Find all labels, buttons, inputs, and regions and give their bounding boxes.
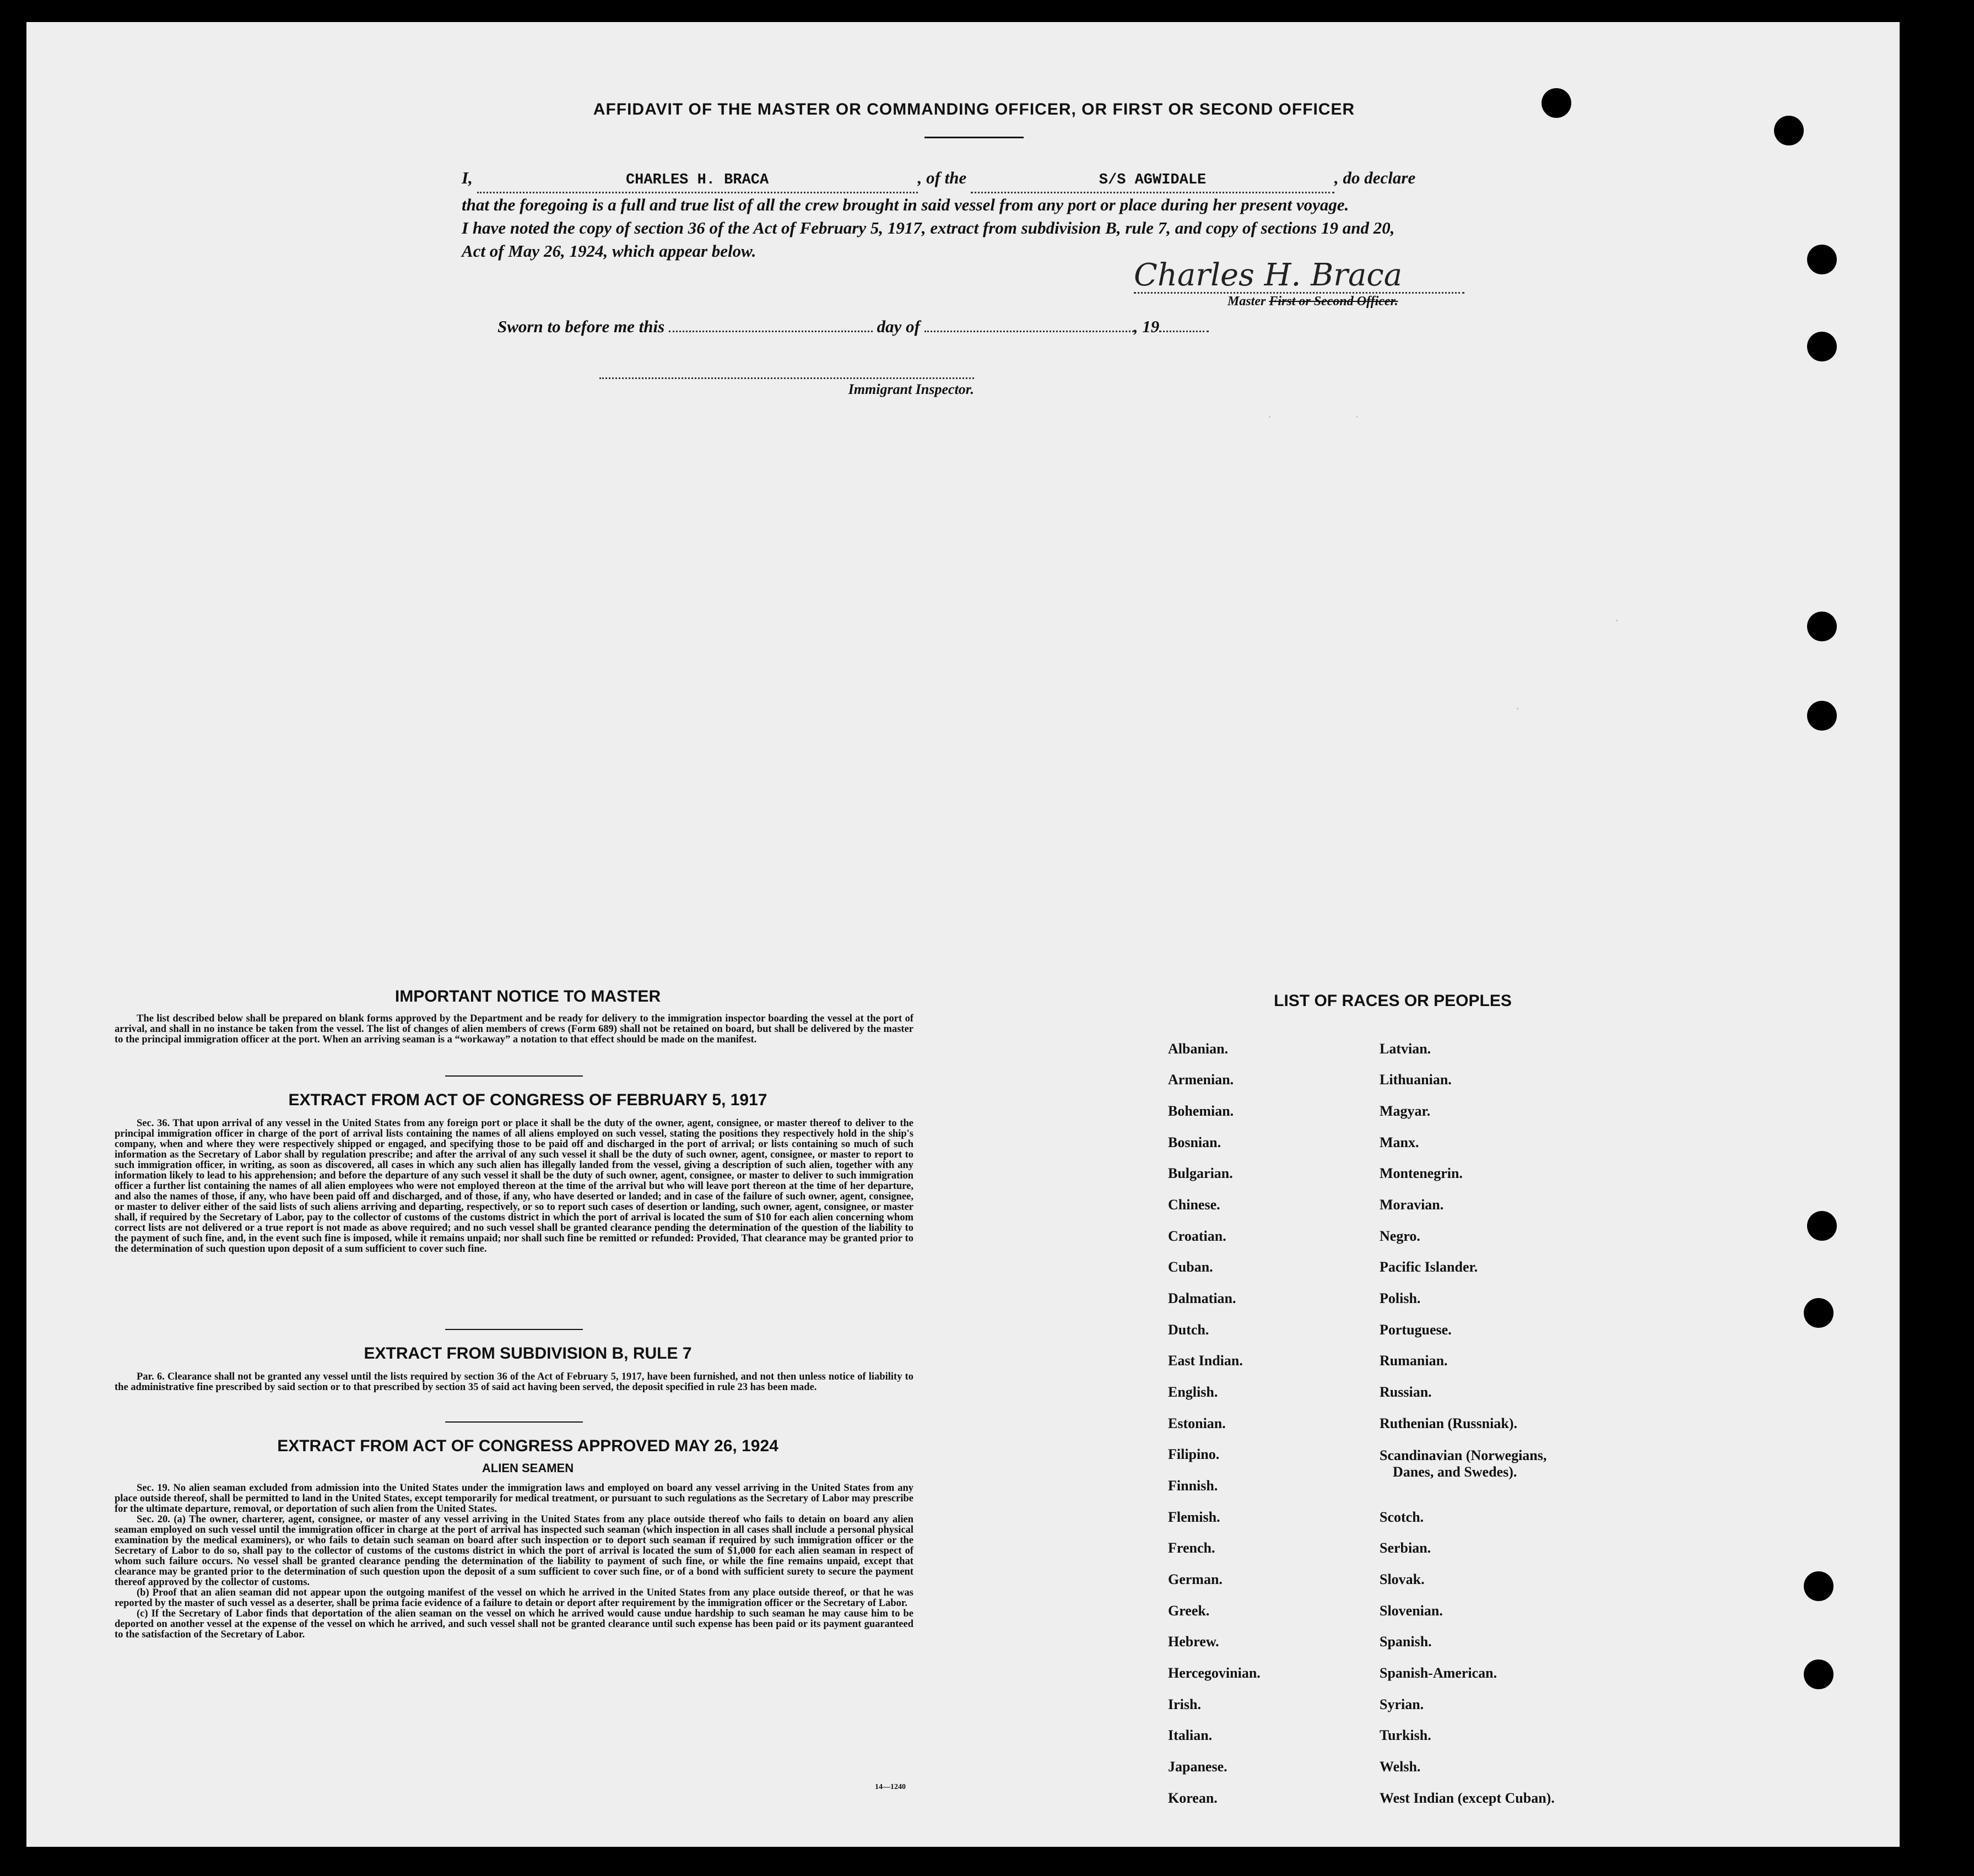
races-title: LIST OF RACES OR PEOPLES: [1274, 992, 1512, 1010]
race-item: French.: [1168, 1540, 1215, 1556]
race-item: East Indian.: [1168, 1353, 1243, 1369]
race-item: Japanese.: [1168, 1759, 1227, 1775]
rule-7-title: EXTRACT FROM SUBDIVISION B, RULE 7: [364, 1344, 692, 1363]
act-1924-sec20c: (c) If the Secretary of Labor finds that deportation of the alien seaman on the vessel on which he arrived would cause undue hardship to such seaman he may cause him to be deported on another vessel at the expense of the vessel on which he arrived, and such vessel shall not be granted clearance until such expense has been paid or its payment guaranteed to the satisfaction of the Secretary of Labor.: [115, 1608, 913, 1640]
race-item: Italian.: [1168, 1727, 1213, 1743]
race-item: Manx.: [1380, 1134, 1419, 1150]
signature-caption-master: Master: [1227, 294, 1266, 309]
race-item: Bohemian.: [1168, 1103, 1234, 1119]
affidavit-line-4: Act of May 26, 1924, which appear below.: [462, 241, 756, 261]
vessel-name-field[interactable]: S/S AGWIDALE: [971, 169, 1334, 193]
race-item: Polish.: [1380, 1290, 1421, 1306]
punch-hole: [1804, 1571, 1834, 1601]
act-1917-sec36: Sec. 36. That upon arrival of any vessel in the United States from any foreign port or place it shall be the duty of the owner, agent, consignee, or master thereof to deliver to the principal immigration officer in charge of the port of arrival lists containing the names of all aliens employed on such vessel, stating the positions they respectively hold in the ship's company, when and where they were respectively shipped or engaged, and specifying those to be paid off and discharged in the port of arrival; or lists containing so much of such information as the Secretary of Labor shall by regulation prescribe; and after the arrival of any such vessel it shall be the duty of such owner, agent, consignee, or master to report to such immigration officer, in writing, as soon as discovered, all cases in which any such alien has illegally landed from the vessel, giving a description of such alien, together with any information likely to lead to his apprehension; and before the departure of any such vessel it shall be the duty of such owner, agent, consignee, or master to deliver to such immigration officer a further list containing the names of all alien employees who were not employed thereon at the time of the arrival but who will leave port thereon at the time of her departure, and also the names of those, if any, who have been paid off and discharged, and of those, if any, who have deserted or landed; and in case of the failure of such owner, agent, consignee, or master to deliver either of the said lists of such aliens arriving and departing, respectively, or so to report such cases of desertion or landing, such owner, agent, consignee, or master shall, if required by the Secretary of Labor, pay to the collector of customs of the customs district in which the port of arrival is located the sum of $10 for each alien concerning whom correct lists are not delivered or a true report is not made as above required; and no such vessel shall be granted clearance pending the determination of the question of the liability to the payment of such fine, and, in the event such fine is imposed, while it remains unpaid; nor shall such fine be remitted or refunded: Provided, That clearance may be granted prior to the determination of such question upon deposit of a sum sufficient to cover such fine.: [115, 1118, 913, 1255]
affidavit-line-3: I have noted the copy of section 36 of the Act of February 5, 1917, extract from subdivision B, rule 7, and copy of sections 19 and 20,: [462, 218, 1395, 237]
punch-hole: [1804, 1659, 1834, 1689]
race-item: Syrian.: [1380, 1696, 1424, 1712]
bleed-through-mark: . .: [1266, 408, 1361, 421]
master-signature: Charles H. Braca: [1134, 259, 1464, 294]
act-1917-title: EXTRACT FROM ACT OF CONGRESS OF FEBRUARY 5, 1917: [288, 1091, 767, 1109]
bleed-through-mark: .: [1613, 612, 1621, 625]
act-1924-text: [115, 1483, 913, 1640]
race-item: Rumanian.: [1380, 1353, 1448, 1369]
race-item: Negro.: [1380, 1228, 1420, 1244]
act-1924-title: EXTRACT FROM ACT OF CONGRESS APPROVED MAY 26, 1924: [277, 1437, 778, 1455]
race-item: Scotch.: [1380, 1509, 1424, 1525]
race-item: Portuguese.: [1380, 1322, 1452, 1338]
affidavit-line-2: that the foregoing is a full and true list of all the crew brought in said vessel from any port or place during her present voyage.: [462, 195, 1349, 214]
race-item: Pacific Islander.: [1380, 1259, 1478, 1275]
affidavit-body: [462, 166, 1497, 263]
signature-caption-struck: First or Second Officer.: [1269, 294, 1398, 309]
sworn-line: [497, 317, 1269, 337]
race-item: Bosnian.: [1168, 1134, 1221, 1150]
section-divider: [445, 1421, 583, 1423]
race-item: Korean.: [1168, 1790, 1218, 1806]
race-item: German.: [1168, 1571, 1223, 1587]
act-1924-sec20a: Sec. 20. (a) The owner, charterer, agent, consignee, or master of any vessel arriving in the United States from any place outside thereof who fails to detain on board any alien seaman employed on such vessel until the immigration officer in charge at the port of arrival has inspected such seaman (which inspection in all cases shall include a personal physical examination by the medical examiners), or who fails to detain such seaman on board after such inspection or to deport such seaman if required by such immigration officer or the Secretary of Labor to do so, shall pay to the collector of customs of the customs district in which the port of arrival is located the sum of $1,000 for each alien seaman in respect of whom such failure occurs. No vessel shall be granted clearance pending the determination of the liability to payment of such fine, or while the fine remains unpaid, except that clearance may be granted prior to the determination of such question upon the deposit of a sum sufficient to cover such fine, or of a bond with sufficient surety to secure the payment thereof approved by the collector of customs.: [115, 1514, 913, 1588]
i-label: I,: [462, 168, 473, 187]
sworn-year-field[interactable]: [1159, 321, 1209, 332]
race-item: Estonian.: [1168, 1415, 1226, 1431]
race-item: Irish.: [1168, 1696, 1201, 1712]
race-item: Danes, and Swedes).: [1393, 1464, 1517, 1480]
affidavit-title: AFFIDAVIT OF THE MASTER OR COMMANDING OFFICER, OR FIRST OR SECOND OFFICER: [593, 100, 1355, 118]
of-the-label: , of the: [917, 168, 967, 187]
race-item: Russian.: [1380, 1384, 1432, 1400]
race-item: Spanish-American.: [1380, 1665, 1497, 1681]
form-number: 14—1240: [875, 1783, 906, 1791]
race-item: West Indian (except Cuban).: [1380, 1790, 1555, 1806]
race-item: Turkish.: [1380, 1727, 1431, 1743]
sworn-prefix: Sworn to before me this: [497, 317, 665, 336]
race-item: Albanian.: [1168, 1041, 1229, 1057]
punch-hole: [1807, 245, 1837, 274]
act-1924-sec20b: (b) Proof that an alien seaman did not appear upon the outgoing manifest of the vessel on which he arrived in the United States from any place outside thereof, or that he was reported by the master of such vessel as a deserter, shall be prima facie evidence of a failure to detain or deport after requirement by the immigration officer or the Secretary of Labor.: [115, 1587, 913, 1609]
notice-text: [115, 1014, 913, 1045]
race-item: Dutch.: [1168, 1322, 1209, 1338]
title-rule: [924, 137, 1024, 138]
act-1917-text: [115, 1118, 913, 1255]
race-item: Croatian.: [1168, 1228, 1226, 1244]
sworn-day-field[interactable]: [669, 321, 873, 332]
punch-hole: [1807, 1211, 1837, 1241]
race-item: Slovak.: [1380, 1571, 1425, 1587]
race-item: Dalmatian.: [1168, 1290, 1236, 1306]
signature-caption: [1227, 294, 1459, 309]
act-1924-sec19: Sec. 19. No alien seaman excluded from admission into the United States under the immigration laws and employed on board any vessel arriving in the United States from any place outside thereof, shall be permitted to land in the United States, except temporarily for medical treatment, or pursuant to such regulations as the Secretary of Labor may prescribe for the ultimate departure, removal, or deportation of such alien from the United States.: [115, 1483, 913, 1515]
race-item: Filipino.: [1168, 1446, 1220, 1462]
race-item: Magyar.: [1380, 1103, 1431, 1119]
race-item: Scandinavian (Norwegians,: [1380, 1447, 1547, 1463]
race-item: Greek.: [1168, 1603, 1210, 1619]
rule-7-par6: Par. 6. Clearance shall not be granted any vessel until the lists required by section 36 of the Act of February 5, 1917, have been furnished, and not then unless notice of liability to the administrative fine prescribed by said section or to that prescribed by section 35 of said act having been served, the deposit specified in rule 23 has been made.: [115, 1371, 913, 1393]
punch-hole: [1774, 116, 1804, 145]
race-item: Cuban.: [1168, 1259, 1213, 1275]
race-item: Ruthenian (Russniak).: [1380, 1415, 1517, 1431]
act-1924-subtitle: ALIEN SEAMEN: [482, 1461, 574, 1475]
do-declare-label: , do declare: [1334, 168, 1416, 187]
race-item: Montenegrin.: [1380, 1165, 1463, 1181]
race-item: Armenian.: [1168, 1072, 1234, 1088]
inspector-caption: Immigrant Inspector.: [848, 381, 974, 397]
sworn-day-of: day of: [877, 317, 920, 336]
race-item: Lithuanian.: [1380, 1072, 1452, 1088]
notice-paragraph: The list described below shall be prepared on blank forms approved by the Department and be ready for delivery to the immigration inspector boarding the vessel at the port of arrival, and shall in no instance be taken from the vessel. The list of changes of alien members of crews (Form 689) shall not be retained on board, but shall be delivered by the master to the principal immigration officer at the port. When an arriving seaman is a “workaway” a notation to that effect should be made on the manifest.: [115, 1013, 913, 1045]
sworn-year: , 19: [1133, 317, 1160, 336]
section-divider: [445, 1075, 583, 1077]
race-item: Slovenian.: [1380, 1603, 1443, 1619]
rule-7-text: [115, 1372, 913, 1393]
affidavit-line-1: [462, 166, 1497, 193]
punch-hole: [1807, 612, 1837, 641]
race-item: Finnish.: [1168, 1478, 1218, 1494]
race-item: Welsh.: [1380, 1759, 1421, 1775]
race-item: English.: [1168, 1384, 1218, 1400]
race-item: Moravian.: [1380, 1197, 1444, 1213]
race-item: Serbian.: [1380, 1540, 1431, 1556]
sworn-month-field[interactable]: [924, 321, 1134, 332]
bleed-through-mark: .: [1514, 700, 1522, 713]
inspector-signature-line[interactable]: [599, 377, 974, 379]
race-item: Latvian.: [1380, 1041, 1431, 1057]
notice-title: IMPORTANT NOTICE TO MASTER: [394, 987, 661, 1005]
declarant-name-field[interactable]: CHARLES H. BRACA: [477, 169, 918, 193]
punch-hole: [1807, 332, 1837, 361]
race-item: Chinese.: [1168, 1197, 1220, 1213]
race-item: Flemish.: [1168, 1509, 1220, 1525]
race-item: Spanish.: [1380, 1634, 1432, 1650]
race-item: Bulgarian.: [1168, 1165, 1233, 1181]
punch-hole: [1542, 88, 1571, 118]
punch-hole: [1807, 701, 1837, 731]
race-item: Hebrew.: [1168, 1634, 1219, 1650]
race-item: Hercegovinian.: [1168, 1665, 1261, 1681]
document-page: [26, 22, 1900, 1847]
section-divider: [445, 1329, 583, 1330]
punch-hole: [1804, 1298, 1834, 1328]
